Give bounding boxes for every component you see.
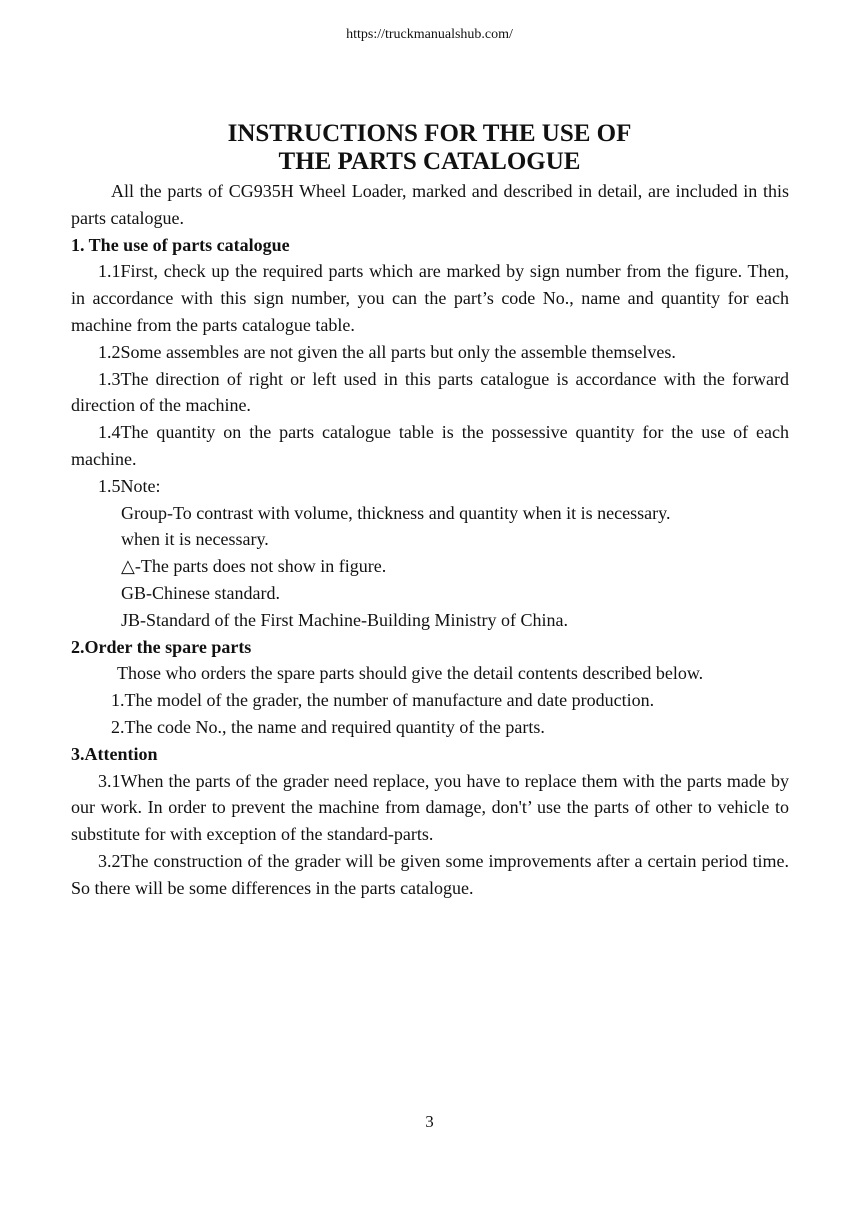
note-gb: GB-Chinese standard.	[121, 582, 280, 603]
intro-paragraph: All the parts of CG935H Wheel Loader, marked and described in detail, are included in this parts catalogue.	[71, 181, 789, 228]
section-1-item-3: 1.3The direction of right or left used in this parts catalogue is accordance with the forward direction of the machine.	[71, 368, 789, 416]
note-continuation: when it is necessary.	[121, 529, 269, 550]
section-1-item-1: 1.1First, check up the required parts which are marked by sign number from the figure. Then, in accordance with this sign number, you can the part’s code No., name and quantity for each machine from the parts catalogue table.	[71, 261, 789, 335]
section-3-heading: 3.Attention	[71, 743, 158, 764]
note-triangle: △-The parts does not show in figure.	[121, 556, 387, 577]
document-body	[71, 178, 789, 902]
section-2-item-1: 1.The model of the grader, the number of manufacture and date production.	[111, 690, 655, 711]
section-1-item-5: 1.5Note:	[98, 475, 161, 496]
section-1-item-2: 1.2Some assembles are not given the all parts but only the assemble themselves.	[98, 341, 676, 362]
section-2-intro: Those who orders the spare parts should give the detail contents described below.	[117, 663, 704, 684]
note-group: Group-To contrast with volume, thickness and quantity when it is necessary.	[121, 502, 671, 523]
section-3-item-1: 3.1When the parts of the grader need replace, you have to replace them with the parts made by our work. In order to prevent the machine from damage, don't’ use the parts of other to vehicle to substitute for with exception of the standard-parts.	[71, 770, 789, 845]
note-jb: JB-Standard of the First Machine-Building Ministry of China.	[121, 609, 568, 630]
section-1-item-4: 1.4The quantity on the parts catalogue table is the possessive quantity for the use of each machine.	[71, 422, 789, 469]
section-2-item-2: 2.The code No., the name and required quantity of the parts.	[111, 716, 545, 737]
section-3-item-2: 3.2The construction of the grader will be given some improvements after a certain period time. So there will be some differences in the parts catalogue.	[71, 850, 789, 898]
title-line-1: INSTRUCTIONS FOR THE USE OF	[227, 120, 632, 147]
section-2-heading: 2.Order the spare parts	[71, 636, 252, 657]
title-line-2: THE PARTS CATALOGUE	[278, 148, 581, 175]
section-1-heading: 1. The use of parts catalogue	[71, 234, 290, 255]
header-url[interactable]: https://truckmanualshub.com/	[346, 27, 513, 42]
page-number: 3	[425, 1112, 434, 1131]
page-title	[0, 120, 859, 176]
